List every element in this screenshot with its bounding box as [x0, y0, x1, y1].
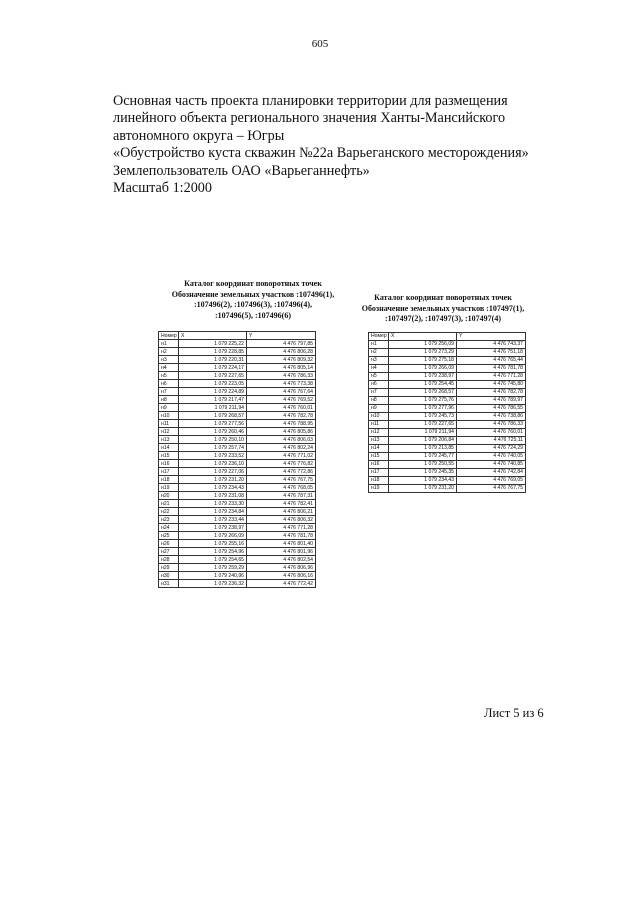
catalog-caption-line: :107496(5), :107496(6)	[215, 310, 291, 320]
point-number-cell: н19	[159, 484, 179, 492]
x-coordinate-cell: 1 079 217,47	[179, 396, 247, 404]
x-coordinate-cell: 1 079 266,09	[179, 532, 247, 540]
coordinate-table	[158, 331, 316, 588]
x-coordinate-cell: 1 079 275,18	[389, 356, 457, 364]
x-coordinate-cell: 1 079 256,09	[389, 340, 457, 348]
table-row	[159, 364, 316, 372]
point-number-cell: н26	[159, 540, 179, 548]
point-number-cell: н15	[369, 452, 389, 460]
x-coordinate-cell: 1 079 227,65	[389, 420, 457, 428]
y-coordinate-cell: 4 476 751,18	[457, 348, 526, 356]
y-coordinate-cell: 4 476 797,85	[247, 340, 316, 348]
point-number-cell: н23	[159, 516, 179, 524]
point-number-cell: н15	[159, 452, 179, 460]
heading-line: Землепользователь ОАО «Варьеганнефть»	[113, 162, 370, 179]
point-number-cell: н9	[369, 404, 389, 412]
point-number-cell: н27	[159, 548, 179, 556]
y-coordinate-cell: 4 476 801,96	[247, 548, 316, 556]
x-coordinate-cell: 1 079 231,08	[179, 492, 247, 500]
table-row	[159, 388, 316, 396]
y-coordinate-cell: 4 476 806,16	[247, 572, 316, 580]
y-coordinate-cell: 4 476 782,78	[457, 388, 526, 396]
point-number-cell: н18	[159, 476, 179, 484]
table-row	[159, 476, 316, 484]
table-row	[159, 340, 316, 348]
x-coordinate-cell: 1 079 228,85	[179, 348, 247, 356]
y-coordinate-cell: 4 476 782,41	[247, 500, 316, 508]
y-coordinate-cell: 4 476 806,32	[247, 516, 316, 524]
table-row	[369, 380, 526, 388]
point-number-cell: н6	[159, 380, 179, 388]
y-coordinate-cell: 4 476 805,86	[247, 428, 316, 436]
y-coordinate-cell: 4 476 801,40	[247, 540, 316, 548]
catalog-caption-line: Каталог координат поворотных точек	[374, 293, 512, 302]
x-coordinate-cell: 1 079 233,30	[179, 500, 247, 508]
x-coordinate-cell: 1 079 260,46	[179, 428, 247, 436]
point-number-cell: н6	[369, 380, 389, 388]
point-number-cell: н3	[369, 356, 389, 364]
y-coordinate-cell: 4 476 738,86	[457, 412, 526, 420]
page-number: 605	[311, 38, 329, 50]
x-coordinate-cell: 1 079 233,44	[179, 516, 247, 524]
table-row	[159, 404, 316, 412]
y-coordinate-cell: 4 476 806,96	[247, 564, 316, 572]
y-coordinate-cell: 4 476 740,85	[457, 460, 526, 468]
point-number-cell: н13	[369, 436, 389, 444]
y-coordinate-cell: 4 476 781,78	[457, 364, 526, 372]
y-coordinate-cell: 4 476 809,32	[247, 356, 316, 364]
point-number-cell: н14	[159, 444, 179, 452]
table-row	[159, 484, 316, 492]
y-coordinate-cell: 4 476 772,86	[247, 468, 316, 476]
table-row	[369, 436, 526, 444]
table-row	[159, 508, 316, 516]
point-number-cell: н22	[159, 508, 179, 516]
y-coordinate-cell: 4 476 743,37	[457, 340, 526, 348]
table-row	[369, 420, 526, 428]
y-coordinate-cell: 4 476 740,05	[457, 452, 526, 460]
y-coordinate-cell: 4 476 760,01	[247, 404, 316, 412]
y-coordinate-cell: 4 476 781,78	[247, 532, 316, 540]
table-row	[369, 452, 526, 460]
table-row	[369, 340, 526, 348]
table-row	[159, 532, 316, 540]
x-coordinate-cell: 1 079 255,16	[179, 540, 247, 548]
catalog-caption-line: Обозначение земельных участков :107496(1),	[171, 289, 335, 299]
table-row	[369, 476, 526, 484]
point-number-cell: н11	[369, 420, 389, 428]
x-coordinate-cell: 1 079 236,32	[179, 580, 247, 588]
y-coordinate-cell: 4 476 806,03	[247, 436, 316, 444]
table-row	[369, 372, 526, 380]
point-number-cell: н30	[159, 572, 179, 580]
heading-line: автономного округа – Югры	[113, 127, 285, 144]
y-coordinate-cell: 4 476 765,44	[457, 356, 526, 364]
x-coordinate-cell: 1 079 254,45	[389, 380, 457, 388]
x-coordinate-cell: 1 079 224,17	[179, 364, 247, 372]
y-coordinate-cell: 4 476 767,64	[247, 388, 316, 396]
table-row	[159, 436, 316, 444]
x-coordinate-cell: 1 079 257,74	[179, 444, 247, 452]
catalog-caption-line: :107496(2), :107496(3), :107496(4),	[194, 300, 312, 310]
heading-line: Основная часть проекта планировки территории для размещения	[113, 93, 508, 109]
point-number-cell: н4	[369, 364, 389, 372]
y-coordinate-cell: 4 476 776,82	[247, 460, 316, 468]
x-coordinate-cell: 1 079 234,84	[179, 508, 247, 516]
table-row	[159, 564, 316, 572]
table-row	[369, 484, 526, 492]
x-coordinate-cell: 1 079 225,22	[179, 340, 247, 348]
column-header: Y	[247, 332, 316, 340]
point-number-cell: н21	[159, 500, 179, 508]
column-header: Y	[457, 332, 526, 340]
table-row	[159, 420, 316, 428]
table-row	[369, 444, 526, 452]
heading-line: «Обустройство куста скважин №22а Варьеганского месторождения»	[113, 145, 529, 162]
point-number-cell: н2	[369, 348, 389, 356]
x-coordinate-cell: 1 079 211,94	[179, 404, 247, 412]
x-coordinate-cell: 1 079 266,09	[389, 364, 457, 372]
point-number-cell: н20	[159, 492, 179, 500]
table-row	[369, 460, 526, 468]
column-header: Номер	[369, 332, 389, 340]
x-coordinate-cell: 1 079 250,55	[389, 460, 457, 468]
y-coordinate-cell: 4 476 787,31	[247, 492, 316, 500]
table-row	[369, 364, 526, 372]
x-coordinate-cell: 1 079 236,10	[179, 460, 247, 468]
x-coordinate-cell: 1 079 233,52	[179, 452, 247, 460]
heading-line: линейного объекта регионального значения Ханты-Мансийского	[113, 110, 506, 127]
table-row	[159, 516, 316, 524]
point-number-cell: н7	[369, 388, 389, 396]
x-coordinate-cell: 1 079 245,35	[389, 468, 457, 476]
table-row	[369, 404, 526, 412]
table-row	[159, 412, 316, 420]
y-coordinate-cell: 4 476 806,28	[247, 348, 316, 356]
catalog-caption-line: :107497(2), :107497(3), :107497(4)	[385, 314, 501, 324]
y-coordinate-cell: 4 476 789,97	[457, 396, 526, 404]
x-coordinate-cell: 1 079 234,43	[389, 476, 457, 484]
y-coordinate-cell: 4 476 786,33	[457, 420, 526, 428]
table-row	[159, 356, 316, 364]
x-coordinate-cell: 1 079 211,94	[389, 428, 457, 436]
table-row	[159, 492, 316, 500]
table-row	[369, 396, 526, 404]
point-number-cell: н2	[159, 348, 179, 356]
table-body	[369, 340, 526, 492]
x-coordinate-cell: 1 079 275,76	[389, 396, 457, 404]
table-row	[159, 572, 316, 580]
point-number-cell: н4	[159, 364, 179, 372]
y-coordinate-cell: 4 476 786,33	[247, 372, 316, 380]
table-row	[159, 372, 316, 380]
table-row	[369, 348, 526, 356]
x-coordinate-cell: 1 079 227,06	[179, 468, 247, 476]
sheet-number-label: Лист 5 из 6	[484, 706, 544, 720]
table-row	[159, 500, 316, 508]
y-coordinate-cell: 4 476 782,78	[247, 412, 316, 420]
point-number-cell: н16	[369, 460, 389, 468]
y-coordinate-cell: 4 476 725,11	[457, 436, 526, 444]
point-number-cell: н18	[369, 476, 389, 484]
catalog-caption-line: Каталог координат поворотных точек	[184, 279, 322, 288]
point-number-cell: н25	[159, 532, 179, 540]
point-number-cell: н5	[369, 372, 389, 380]
point-number-cell: н1	[369, 340, 389, 348]
y-coordinate-cell: 4 476 767,75	[247, 476, 316, 484]
coordinate-catalog-right	[338, 293, 548, 493]
table-header-row	[159, 332, 316, 340]
point-number-cell: н7	[159, 388, 179, 396]
point-number-cell: н1	[159, 340, 179, 348]
table-row	[159, 524, 316, 532]
y-coordinate-cell: 4 476 771,28	[247, 524, 316, 532]
x-coordinate-cell: 1 079 213,85	[389, 444, 457, 452]
table-row	[159, 468, 316, 476]
coordinate-table	[368, 332, 526, 493]
point-number-cell: н17	[369, 468, 389, 476]
x-coordinate-cell: 1 079 250,10	[179, 436, 247, 444]
table-row	[159, 348, 316, 356]
point-number-cell: н31	[159, 580, 179, 588]
y-coordinate-cell: 4 476 724,29	[457, 444, 526, 452]
table-row	[159, 452, 316, 460]
document-heading	[113, 93, 583, 197]
table-row	[159, 580, 316, 588]
point-number-cell: н29	[159, 564, 179, 572]
point-number-cell: н8	[159, 396, 179, 404]
y-coordinate-cell: 4 476 742,84	[457, 468, 526, 476]
x-coordinate-cell: 1 079 234,43	[179, 484, 247, 492]
point-number-cell: н9	[159, 404, 179, 412]
x-coordinate-cell: 1 079 268,57	[179, 412, 247, 420]
y-coordinate-cell: 4 476 771,02	[247, 452, 316, 460]
table-row	[369, 468, 526, 476]
table-header-row	[369, 332, 526, 340]
point-number-cell: н14	[369, 444, 389, 452]
table-row	[369, 356, 526, 364]
table-row	[159, 540, 316, 548]
y-coordinate-cell: 4 476 805,14	[247, 364, 316, 372]
y-coordinate-cell: 4 476 773,38	[247, 380, 316, 388]
point-number-cell: н16	[159, 460, 179, 468]
y-coordinate-cell: 4 476 769,05	[457, 476, 526, 484]
x-coordinate-cell: 1 079 227,65	[179, 372, 247, 380]
y-coordinate-cell: 4 476 768,05	[247, 484, 316, 492]
table-row	[159, 444, 316, 452]
table-row	[369, 428, 526, 436]
table-row	[159, 556, 316, 564]
point-number-cell: н12	[159, 428, 179, 436]
x-coordinate-cell: 1 079 254,96	[179, 548, 247, 556]
y-coordinate-cell: 4 476 771,28	[457, 372, 526, 380]
y-coordinate-cell: 4 476 767,75	[457, 484, 526, 492]
x-coordinate-cell: 1 079 238,97	[389, 372, 457, 380]
y-coordinate-cell: 4 476 772,42	[247, 580, 316, 588]
x-coordinate-cell: 1 079 245,77	[389, 452, 457, 460]
point-number-cell: н28	[159, 556, 179, 564]
table-row	[369, 412, 526, 420]
table-row	[159, 428, 316, 436]
table-row	[369, 388, 526, 396]
point-number-cell: н10	[159, 412, 179, 420]
catalog-caption	[338, 293, 548, 325]
table-row	[159, 380, 316, 388]
y-coordinate-cell: 4 476 802,24	[247, 444, 316, 452]
table-row	[159, 396, 316, 404]
y-coordinate-cell: 4 476 802,54	[247, 556, 316, 564]
x-coordinate-cell: 1 079 245,73	[389, 412, 457, 420]
x-coordinate-cell: 1 079 224,89	[179, 388, 247, 396]
point-number-cell: н24	[159, 524, 179, 532]
x-coordinate-cell: 1 079 223,05	[179, 380, 247, 388]
column-header: X	[179, 332, 247, 340]
x-coordinate-cell: 1 079 277,56	[179, 420, 247, 428]
y-coordinate-cell: 4 476 745,80	[457, 380, 526, 388]
point-number-cell: н3	[159, 356, 179, 364]
point-number-cell: н17	[159, 468, 179, 476]
column-header: Номер	[159, 332, 179, 340]
y-coordinate-cell: 4 476 806,21	[247, 508, 316, 516]
table-body	[159, 340, 316, 588]
x-coordinate-cell: 1 079 231,20	[389, 484, 457, 492]
x-coordinate-cell: 1 079 254,65	[179, 556, 247, 564]
x-coordinate-cell: 1 079 277,96	[389, 404, 457, 412]
x-coordinate-cell: 1 079 259,29	[179, 564, 247, 572]
x-coordinate-cell: 1 079 220,31	[179, 356, 247, 364]
x-coordinate-cell: 1 079 268,57	[389, 388, 457, 396]
y-coordinate-cell: 4 476 769,52	[247, 396, 316, 404]
x-coordinate-cell: 1 079 240,96	[179, 572, 247, 580]
x-coordinate-cell: 1 079 273,29	[389, 348, 457, 356]
point-number-cell: н10	[369, 412, 389, 420]
point-number-cell: н19	[369, 484, 389, 492]
x-coordinate-cell: 1 079 238,97	[179, 524, 247, 532]
point-number-cell: н12	[369, 428, 389, 436]
table-row	[159, 460, 316, 468]
point-number-cell: н11	[159, 420, 179, 428]
y-coordinate-cell: 4 476 760,01	[457, 428, 526, 436]
x-coordinate-cell: 1 079 231,20	[179, 476, 247, 484]
heading-line: Масштаб 1:2000	[113, 180, 212, 197]
table-row	[159, 548, 316, 556]
y-coordinate-cell: 4 476 786,55	[457, 404, 526, 412]
point-number-cell: н8	[369, 396, 389, 404]
point-number-cell: н13	[159, 436, 179, 444]
y-coordinate-cell: 4 476 788,95	[247, 420, 316, 428]
point-number-cell: н5	[159, 372, 179, 380]
x-coordinate-cell: 1 079 206,84	[389, 436, 457, 444]
catalog-caption-line: Обозначение земельных участков :107497(1),	[361, 303, 525, 313]
column-header: X	[389, 332, 457, 340]
